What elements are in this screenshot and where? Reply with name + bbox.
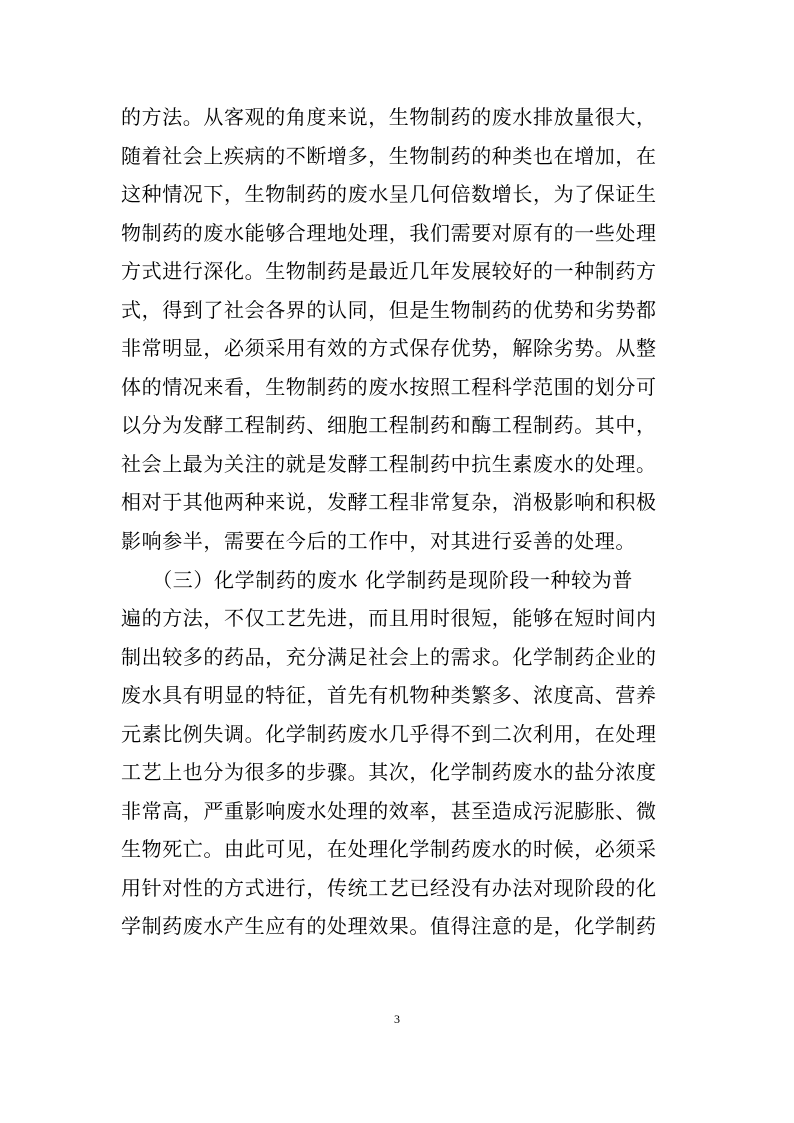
section-heading-line: （三）化学制药的废水 化学制药是现阶段一种较为普 xyxy=(121,567,633,592)
text-line: 的方法。从客观的角度来说，生物制药的废水排放量很大， xyxy=(121,105,657,129)
body-text xyxy=(121,98,681,946)
text-line: 学制药废水产生应有的处理效果。值得注意的是，化学制药 xyxy=(121,914,657,939)
text-line: 相对于其他两种来说，发酵工程非常复杂，消极影响和积极 xyxy=(121,490,657,515)
text-line: 体的情况来看，生物制药的废水按照工程科学范围的划分可 xyxy=(121,374,657,399)
text-line: 遍的方法，不仅工艺先进，而且用时很短，能够在短时间内 xyxy=(121,606,657,631)
text-line: 废水具有明显的特征，首先有机物种类繁多、浓度高、营养 xyxy=(121,683,657,708)
text-line: 影响参半，需要在今后的工作中，对其进行妥善的处理。 xyxy=(121,529,636,554)
text-line: 用针对性的方式进行，传统工艺已经没有办法对现阶段的化 xyxy=(121,875,657,900)
text-line: 非常高，严重影响废水处理的效率，甚至造成污泥膨胀、微 xyxy=(121,798,657,823)
text-line: 以分为发酵工程制药、细胞工程制药和酶工程制药。其中， xyxy=(121,413,657,438)
text-line: 方式进行深化。生物制药是最近几年发展较好的一种制药方 xyxy=(121,259,657,284)
text-line: 随着社会上疾病的不断增多，生物制药的种类也在增加，在 xyxy=(121,143,657,168)
text-line: 式，得到了社会各界的认同，但是生物制药的优势和劣势都 xyxy=(121,297,657,322)
text-line: 生物死亡。由此可见，在处理化学制药废水的时候，必须采 xyxy=(121,837,657,862)
text-line: 这种情况下，生物制药的废水呈几何倍数增长，为了保证生 xyxy=(121,182,657,207)
text-line: 工艺上也分为很多的步骤。其次，化学制药废水的盐分浓度 xyxy=(121,760,657,785)
text-line: 制出较多的药品，充分满足社会上的需求。化学制药企业的 xyxy=(121,644,657,669)
text-line: 物制药的废水能够合理地处理，我们需要对原有的一些处理 xyxy=(121,220,657,245)
page-number: 3 xyxy=(394,1012,400,1026)
text-line: 元素比例失调。化学制药废水几乎得不到二次利用，在处理 xyxy=(121,721,657,746)
text-line: 社会上最为关注的就是发酵工程制药中抗生素废水的处理。 xyxy=(121,451,657,476)
text-line: 非常明显，必须采用有效的方式保存优势，解除劣势。从整 xyxy=(121,336,657,361)
